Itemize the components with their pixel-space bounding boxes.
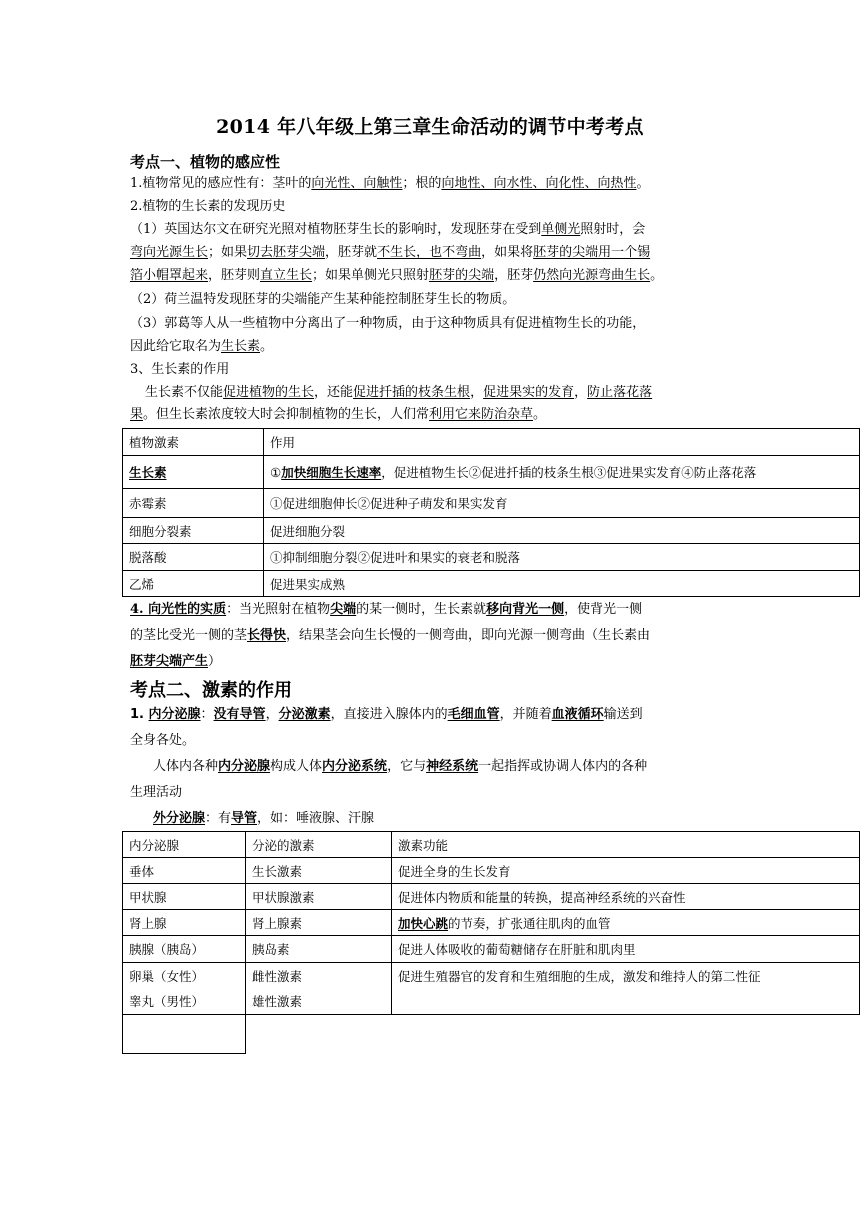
table-row (123, 963, 860, 1015)
s1-paragraph-8c: 胚芽尖端产生） (130, 654, 222, 669)
s1-paragraph-6: 3、生长素的作用 (130, 362, 230, 377)
s1-paragraph-8a: 4. 向光性的实质：当光照射在植物尖端的某一侧时，生长素就移向背光一侧，使背光一侧 (130, 602, 643, 617)
s1-paragraph-2: 2.植物的生长素的发现历史 (130, 199, 286, 214)
table-row (123, 858, 860, 884)
table-cell: 乙烯 (123, 571, 264, 597)
table-header-cell: 作用 (264, 429, 860, 456)
table-header-cell: 激素功能 (392, 832, 860, 858)
table-cell: ①抑制细胞分裂②促进叶和果实的衰老和脱落 (264, 544, 860, 571)
s1-paragraph-7a: 生长素不仅能促进植物的生长，还能促进扦插的枝条生根，促进果实的发育，防止落花落 (145, 385, 653, 400)
table-row (123, 910, 860, 936)
s1-paragraph-7b: 果。但生长素浓度较大时会抑制植物的生长，人们常利用它来防治杂草。 (130, 407, 547, 422)
table-cell: 肾上腺素 (246, 910, 392, 936)
table-cell: 雌性激素 雄性激素 (246, 963, 392, 1015)
s1-paragraph-3b: 弯向光源生长；如果切去胚芽尖端，胚芽就不生长，也不弯曲，如果将胚芽的尖端用一个锡 (130, 245, 651, 260)
endocrine-gland-table (122, 831, 860, 1054)
table-cell: 促进体内物质和能量的转换，提高神经系统的兴奋性 (392, 884, 860, 910)
section1-heading: 考点一、植物的感应性 (130, 153, 281, 171)
page-title: 2014 年八年级上第三章生命活动的调节中考考点 (216, 116, 644, 138)
s1-paragraph-3c: 箔小帽罩起来，胚芽则直立生长；如果单侧光只照射胚芽的尖端，胚芽仍然向光源弯曲生长。 (130, 268, 664, 283)
table-row (123, 1015, 860, 1054)
plant-hormone-table (122, 428, 860, 597)
table-cell: ①促进细胞伸长②促进种子萌发和果实发育 (264, 489, 860, 518)
table-cell: ①加快细胞生长速率，促进植物生长②促进扦插的枝条生根③促进果实发育④防止落花落 (264, 456, 860, 489)
table-row (123, 489, 860, 518)
table-header-row (123, 429, 860, 456)
table-header-cell: 内分泌腺 (123, 832, 246, 858)
table-cell: 垂体 (123, 858, 246, 884)
table-cell: 促进细胞分裂 (264, 518, 860, 544)
s1-paragraph-4: （2）荷兰温特发现胚芽的尖端能产生某种能控制胚芽生长的物质。 (130, 292, 516, 307)
table-cell: 脱落酸 (123, 544, 264, 571)
s1-paragraph-1: 1.植物常见的感应性有：茎叶的向光性、向触性；根的向地性、向水性、向化性、向热性。 (130, 176, 650, 191)
s1-paragraph-5b: 因此给它取名为生长素。 (130, 339, 274, 354)
table-cell: 促进果实成熟 (264, 571, 860, 597)
table-cell: 促进生殖器官的发育和生殖细胞的生成，激发和维持人的第二性征 (392, 963, 860, 1015)
table-row (123, 544, 860, 571)
s1-paragraph-3a: （1）英国达尔文在研究光照对植物胚芽生长的影响时，发现胚芽在受到单侧光照射时，会 (130, 222, 646, 237)
table-header-cell: 分泌的激素 (246, 832, 392, 858)
table-cell: 生长激素 (246, 858, 392, 884)
table-cell: 肾上腺 (123, 910, 246, 936)
table-row (123, 518, 860, 544)
table-cell: 甲状腺 (123, 884, 246, 910)
table-row (123, 456, 860, 489)
table-row (123, 936, 860, 963)
s2-paragraph-3: 外分泌腺：有导管，如：唾液腺、汗腺 (153, 811, 375, 826)
s2-paragraph-2b: 生理活动 (130, 785, 183, 800)
table-cell-empty (246, 1015, 392, 1054)
table-header-cell: 植物激素 (123, 429, 264, 456)
table-cell: 加快心跳的节奏，扩张通往肌肉的血管 (392, 910, 860, 936)
table-cell: 卵巢（女性） 睾丸（男性） (123, 963, 246, 1015)
s2-paragraph-1b: 全身各处。 (130, 733, 196, 748)
table-cell: 促进全身的生长发育 (392, 858, 860, 884)
s1-paragraph-8b: 的茎比受光一侧的茎长得快，结果茎会向生长慢的一侧弯曲，即向光源一侧弯曲（生长素由 (130, 628, 651, 643)
table-cell: 赤霉素 (123, 489, 264, 518)
table-cell: 胰岛素 (246, 936, 392, 963)
s2-paragraph-1a: 1. 内分泌腺：没有导管，分泌激素，直接进入腺体内的毛细血管，并随着血液循环输送到 (130, 707, 643, 722)
table-header-row (123, 832, 860, 858)
table-cell: 生长素 (123, 456, 264, 489)
table-cell: 甲状腺激素 (246, 884, 392, 910)
table-cell: 促进人体吸收的葡萄糖储存在肝脏和肌肉里 (392, 936, 860, 963)
table-cell: 胰腺（胰岛） (123, 936, 246, 963)
table-row (123, 884, 860, 910)
table-row (123, 571, 860, 597)
s1-paragraph-5a: （3）郭葛等人从一些植物中分离出了一种物质，由于这种物质具有促进植物生长的功能， (130, 316, 646, 331)
table-cell (123, 1015, 246, 1054)
table-cell: 细胞分裂素 (123, 518, 264, 544)
s2-paragraph-2a: 人体内各种内分泌腺构成人体内分泌系统，它与神经系统一起指挥或协调人体内的各种 (153, 759, 648, 774)
section2-heading: 考点二、激素的作用 (130, 680, 292, 701)
table-cell-empty (392, 1015, 860, 1054)
